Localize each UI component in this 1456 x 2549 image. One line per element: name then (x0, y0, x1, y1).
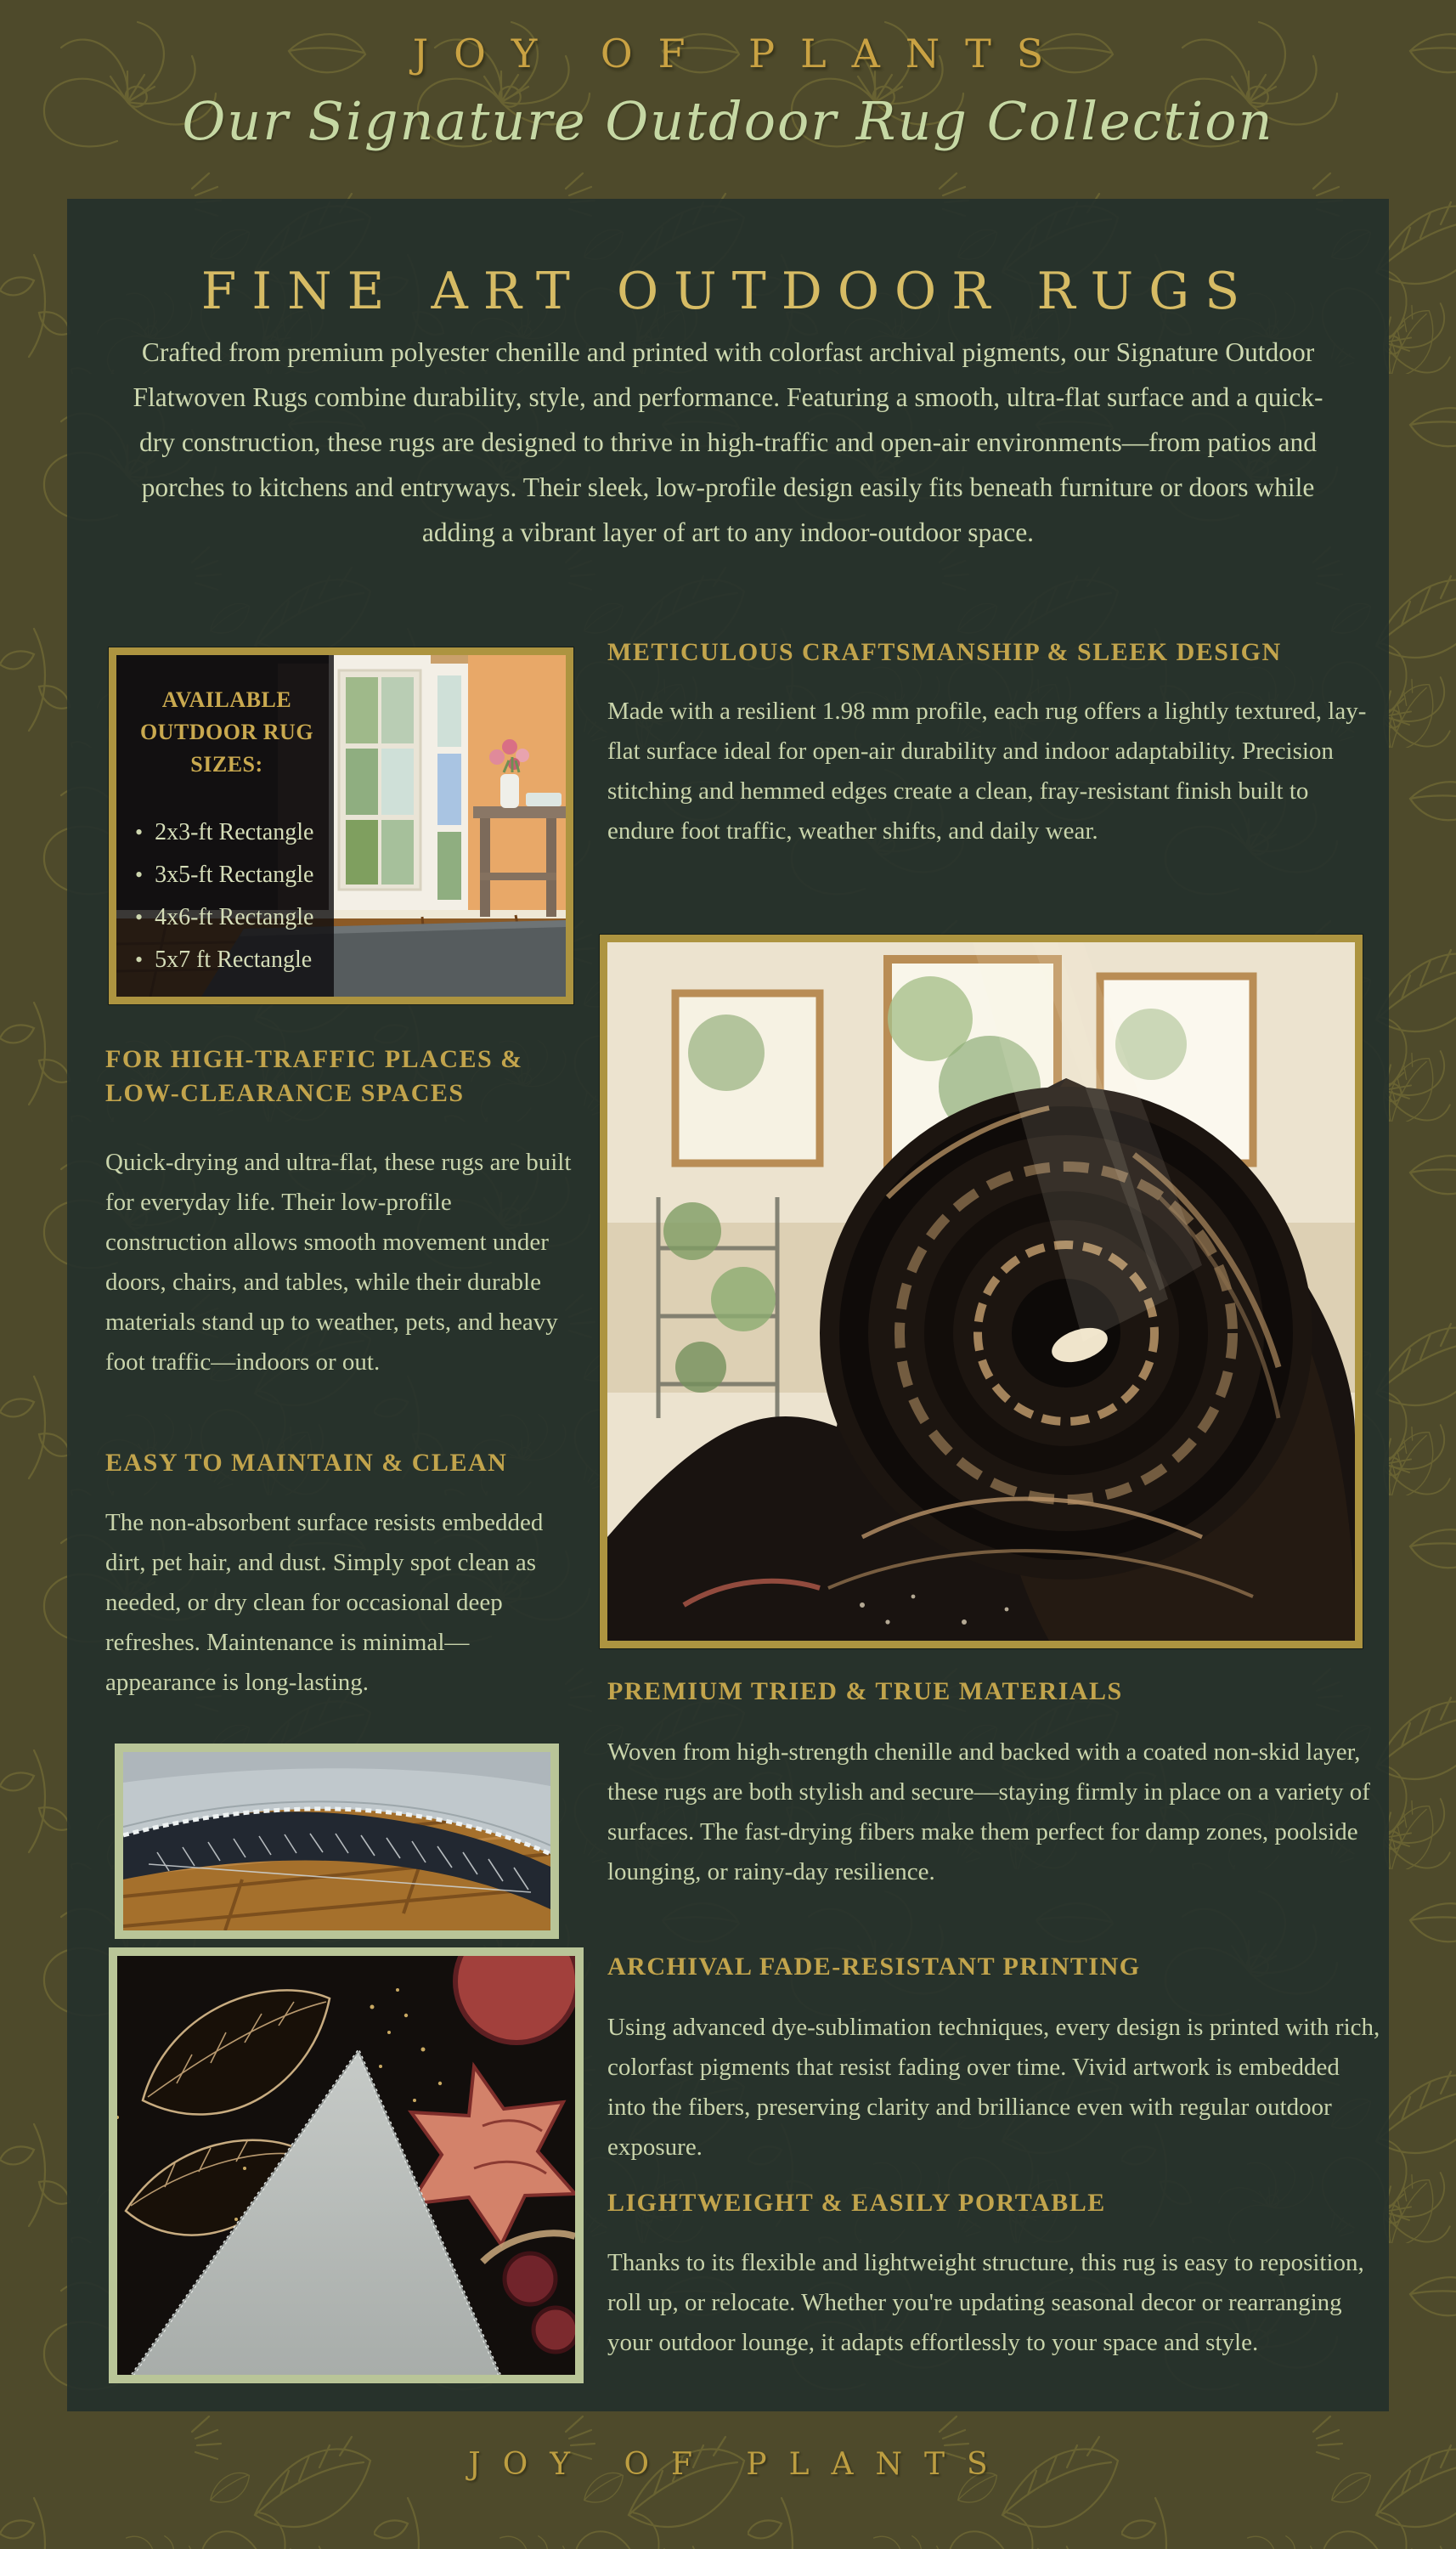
section-heading-high-traffic: FOR HIGH-TRAFFIC PLACES & LOW-CLEARANCE SPACES (105, 1044, 523, 1107)
size-option: 3x5-ft Rectangle (155, 862, 314, 888)
bullet-icon: • (135, 947, 144, 972)
section-heading-portable: LIGHTWEIGHT & EASILY PORTABLE (607, 2188, 1106, 2217)
section-heading-maintain: EASY TO MAINTAIN & CLEAN (105, 1448, 508, 1477)
folded-rug-edge-photo (115, 1744, 559, 1939)
section-heading-craftsmanship: METICULOUS CRAFTSMANSHIP & SLEEK DESIGN (607, 637, 1282, 666)
size-option: 2x3-ft Rectangle (155, 819, 314, 845)
section-body-portable: Thanks to its flexible and lightweight structure, this rug is easy to reposition, roll up, or relocate. Whether you're updating seasonal decor or rearranging your outdoor lounge, it adapts effortlessly to your space and style. (607, 2249, 1364, 2356)
content-panel (67, 199, 1389, 2411)
section-body-materials: Woven from high-strength chenille and backed with a coated non-skid layer, these rugs are both stylish and secure—staying firmly in place on a variety of surfaces. The fast-drying fibers make them perfect for damp zones, poolside lounging, or rainy-day resilience. (607, 1738, 1370, 1885)
page-title: FINE ART OUTDOOR RUGS (200, 262, 1256, 322)
size-option: 4x6-ft Rectangle (155, 904, 314, 930)
bullet-icon: • (135, 820, 144, 845)
size-option: 5x7 ft Rectangle (155, 947, 313, 973)
footer-brand: JOY OF PLANTS (468, 2447, 1010, 2482)
sizes-card (116, 655, 334, 997)
poster-header (0, 31, 1456, 152)
section-body-maintain: The non-absorbent surface resists embedded dirt, pet hair, and dust. Simply spot clean as needed, or dry clean for occasional deep refreshes. Maintenance is minimal—appearance is long-lasting. (105, 1509, 544, 1696)
section-body-printing: Using advanced dye-sublimation techniques, every design is printed with rich, colorfast pigments that resist fading over time. Vivid artwork is embedded into the fibers, preserving clarity and brilliance even with regular outdoor exposure. (607, 2014, 1380, 2161)
list-item (135, 939, 325, 981)
bullet-icon: • (135, 862, 144, 887)
rug-corner-backing-photo (109, 1947, 584, 2383)
section-body-high-traffic: Quick-drying and ultra-flat, these rugs are built for everyday life. Their low-profile construction allows smooth movement under doors, chairs, and tables, while their durable materials stand up to weather, pets, and heavy foot traffic—indoors or out. (105, 1149, 572, 1376)
bullet-icon: • (135, 905, 144, 930)
entryway-rug-photo (109, 647, 573, 1004)
section-heading-printing: ARCHIVAL FADE-RESISTANT PRINTING (607, 1952, 1141, 1981)
brand-title: JOY OF PLANTS (412, 31, 1069, 76)
collection-subtitle: Our Signature Outdoor Rug Collection (182, 90, 1274, 152)
intro-paragraph: Crafted from premium polyester chenille and printed with colorfast archival pigments, our Signature Outdoor Flatwoven Rugs combine durability, style, and performance. Featuring a smooth, ultra-flat surface and a quick-dry construction, these rugs are designed to thrive in high-traffic and open-air environments—from patios and porches to kitchens and entryways. Their sleek, low-profile design easily fits beneath furniture or doors while adding a vibrant layer of art to any indoor-outdoor space. (133, 336, 1323, 547)
sizes-card-heading: AVAILABLE OUTDOOR RUG SIZES: (139, 687, 314, 777)
list-item (135, 811, 325, 854)
list-item (135, 896, 325, 939)
list-item (135, 854, 325, 896)
poster-footer (0, 2447, 1456, 2482)
section-body-craftsmanship: Made with a resilient 1.98 mm profile, each rug offers a lightly textured, lay-flat surface ideal for open-air durability and indoor adaptability. Precision stitching and hemmed edges create a clean, fray-resistant finish built to endure foot traffic, weather shifts, and daily wear. (607, 698, 1367, 845)
sizes-list (135, 811, 325, 981)
rolled-rug-closeup-photo (600, 935, 1363, 1648)
section-heading-materials: PREMIUM TRIED & TRUE MATERIALS (607, 1676, 1123, 1705)
